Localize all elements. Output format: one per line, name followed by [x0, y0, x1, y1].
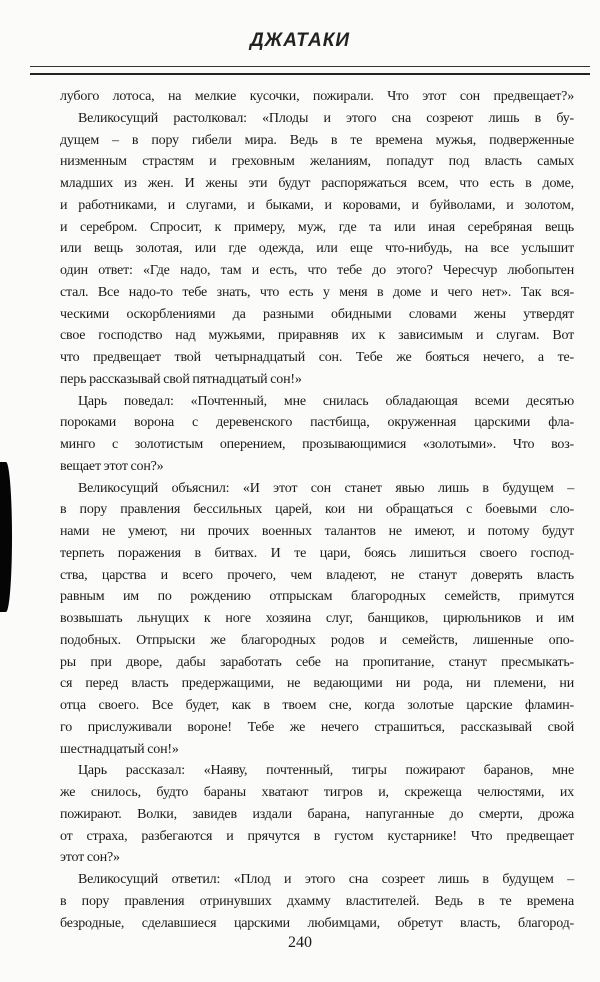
- text-line: Великосущий растолковал: «Плоды и этого сна созреют лишь в бу-: [78, 110, 574, 126]
- text-line: Великосущий ответил: «Плод и этого сна созреет лишь в будущем –: [78, 872, 574, 887]
- text-line: что предвещает твой четырнадцатый сон. Тебе же бояться нечего, а те-: [60, 350, 574, 365]
- text-line: Царь поведал: «Почтенный, мне снилась обладающая всеми десятью: [78, 393, 574, 409]
- text-line: терпеть поражения в битвах. И те цари, боясь лишиться своего господ-: [60, 545, 574, 561]
- text-line: вещает этот сон?»: [60, 458, 164, 474]
- header-rule: [30, 66, 590, 67]
- scan-shadow: [0, 462, 12, 612]
- text-line: подобных. Отпрыски же благородных родов и семейств, лишенные опо-: [60, 632, 574, 648]
- text-line: свое господство над мужьями, приравняв их к зависимым и слугам. Вот: [60, 328, 574, 344]
- text-line: дущем – в пору гибели мира. Ведь в те времена мужья, подверженные: [60, 132, 574, 148]
- text-line: Великосущий объяснил: «И этот сон станет явью лишь в будущем –: [78, 480, 574, 496]
- text-line: же снилось, будто бараны хватают тигров и, скрежеща челюстями, их: [60, 785, 574, 800]
- text-line: безродные, сделавшиеся царскими любимцами, обретут власть, благород-: [60, 915, 574, 931]
- paragraph: [60, 478, 574, 761]
- text-line: возвышать льнущих к ноге хозяина слуг, банщиков, цирюльников и им: [60, 611, 574, 626]
- text-line: ства, царства и всего прочего, чем владеют, не станут доверять власть: [60, 567, 574, 583]
- text-line: от страха, разбегаются и прячутся в густом кустарнике! Что предвещает: [60, 828, 574, 844]
- header-rule: [30, 73, 590, 75]
- text-line: в пору правления бессильных царей, кои ни обращаться с боевыми сло-: [60, 502, 574, 518]
- text-line: шестнадцатый сон!»: [60, 741, 179, 757]
- page-number: 240: [288, 934, 312, 951]
- text-line: и работниками, и слугами, и быками, и коровами, и буйволами, и золотом,: [60, 197, 574, 213]
- text-line: лубого лотоса, на мелкие кусочки, пожирали. Что этот сон предвещает?»: [60, 89, 574, 104]
- text-line: ческими оскорблениями да разными обидными словами жены утвердят: [60, 306, 574, 322]
- page-body-text: [60, 86, 574, 934]
- text-line: один ответ: «Где надо, там и есть, что тебе до этого? Чересчур любопытен: [60, 263, 574, 278]
- text-line: ры при дворе, дабы заработать себе на пропитание, станут пресмыкать-: [60, 654, 574, 670]
- text-line: минго с золотистым оперением, прозывающимися «золотыми». Что воз-: [60, 437, 574, 452]
- text-line: го прислуживали вороне! Тебе же нечего страшиться, рассказывай свой: [60, 719, 574, 735]
- text-line: Царь рассказал: «Наяву, почтенный, тигры пожирают баранов, мне: [78, 763, 574, 779]
- text-line: пороками ворона с деревенского пастбища, окруженная царскими фла-: [60, 415, 574, 431]
- text-line: пожирают. Волки, завидев издали барана, напуганные до смерти, дрожа: [60, 806, 574, 822]
- text-line: в пору правления отринувших дхамму властителей. Ведь в те времена: [60, 893, 574, 909]
- running-header: ДЖАТАКИ: [249, 30, 351, 51]
- text-line: младших из жен. И жены эти будут распоряжаться всем, что есть в доме,: [60, 176, 574, 191]
- paragraph: [60, 760, 574, 869]
- text-line: низменным страстям и греховным желаниям, попадут под власть самых: [60, 154, 574, 170]
- text-line: или вещь золотая, или где одежда, или еще что-нибудь, на все услышит: [60, 241, 574, 257]
- text-line: и серебром. Спросит, к примеру, муж, где та или иная серебряная вещь: [60, 219, 574, 235]
- text-line: отца своего. Все будет, как в твоем сне, когда золотые царские фламин-: [60, 698, 574, 713]
- text-line: ся перед власть предержащими, не ведающими ни рода, ни племени, ни: [60, 676, 574, 692]
- paragraph: [60, 108, 574, 391]
- paragraph: [60, 86, 574, 108]
- text-line: равным им по рождению отпрыскам благородных семейств, примутся: [60, 589, 574, 605]
- paragraph: [60, 869, 574, 934]
- text-line: этот сон?»: [60, 850, 120, 866]
- paragraph: [60, 391, 574, 478]
- text-line: нами не умеют, ни прочих военных талантов не имеют, и потому будут: [60, 524, 574, 539]
- text-line: перь рассказывай свой пятнадцатый сон!»: [60, 371, 302, 387]
- text-line: стал. Все надо-то тебе знать, что есть у меня в доме и чего нет». Так вся-: [60, 284, 574, 300]
